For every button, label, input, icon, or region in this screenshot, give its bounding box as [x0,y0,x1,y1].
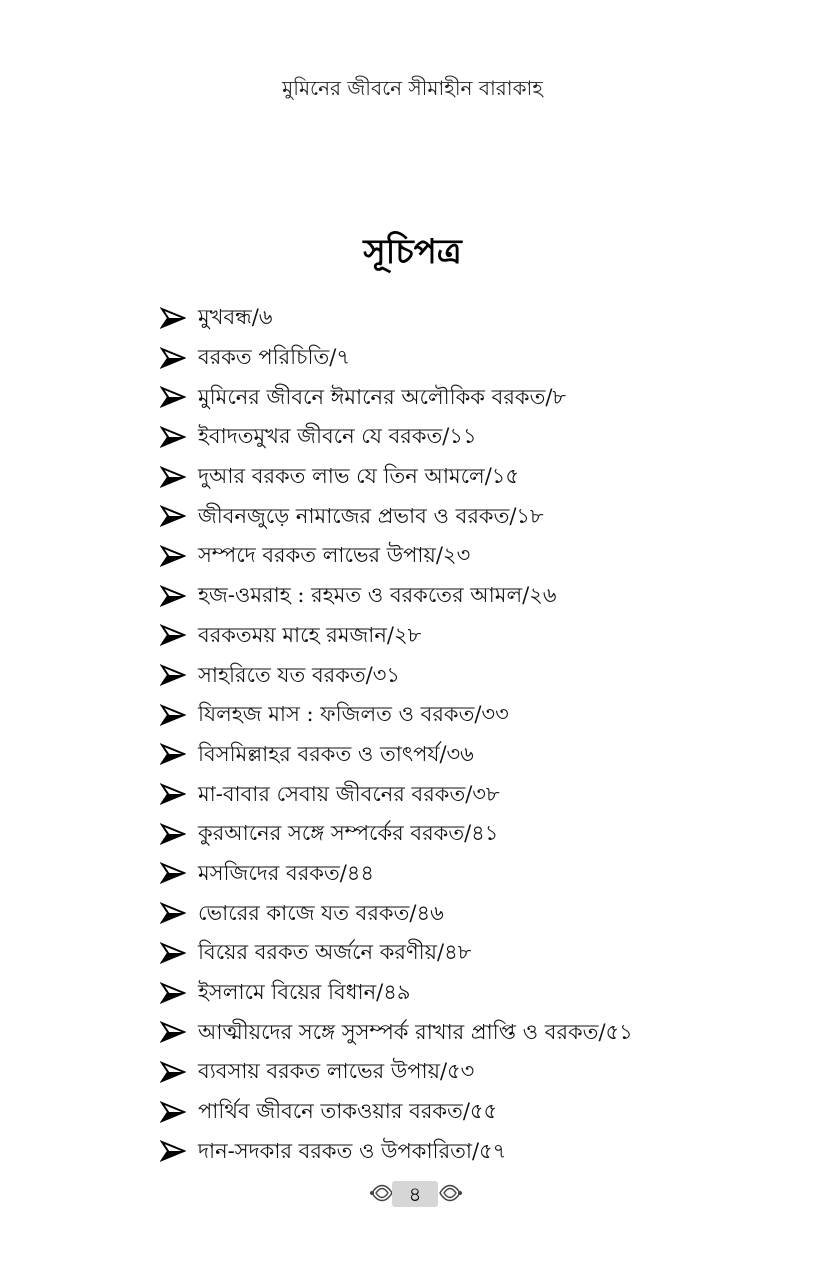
toc-entry [160,576,780,616]
toc-entry [160,854,780,894]
arrow-bullet-icon [160,902,186,924]
toc-entry-text: কুরআনের সঙ্গে সম্পর্কের বরকত/৪১ [198,821,499,846]
toc-entry-text: মা-বাবার সেবায় জীবনের বরকত/৩৮ [198,781,500,806]
arrow-bullet-icon [160,704,186,726]
arrow-bullet-icon [160,347,186,369]
arrow-bullet-icon [160,1061,186,1083]
toc-entry [160,655,780,695]
running-header: মুমিনের জীবনে সীমাহীন বারাকাহ [282,76,543,100]
arrow-bullet-icon [160,505,186,527]
arrow-bullet-icon [160,307,186,329]
toc-entry-text: ব্যবসায় বরকত লাভের উপায়/৫৩ [198,1059,475,1084]
arrow-bullet-icon [160,1140,186,1162]
toc-entry [160,933,780,973]
toc-entry-text: সম্পদে বরকত লাভের উপায়/২৩ [198,543,471,568]
toc-entry [160,298,780,338]
arrow-bullet-icon [160,426,186,448]
toc-entry-text: ইসলামে বিয়ের বিধান/৪৯ [198,980,411,1005]
arrow-bullet-icon [160,466,186,488]
page-number: ৪ [392,1181,438,1207]
toc-entry [160,338,780,378]
toc-entry-text: সাহরিতে যত বরকত/৩১ [198,662,400,687]
arrow-bullet-icon [160,862,186,884]
page-title: সূচিপত্র [363,232,462,272]
toc-entry [160,536,780,576]
arrow-bullet-icon [160,545,186,567]
arrow-bullet-icon [160,823,186,845]
toc-entry-text: যিলহজ মাস : ফজিলত ও বরকত/৩৩ [198,702,509,727]
toc-entry-text: জীবনজুড়ে নামাজের প্রভাব ও বরকত/১৮ [198,503,544,528]
table-of-contents [160,298,780,1171]
toc-entry [160,1131,780,1171]
toc-entry [160,496,780,536]
arrow-bullet-icon [160,1101,186,1123]
arrow-bullet-icon [160,783,186,805]
toc-entry [160,1052,780,1092]
toc-entry-text: পার্থিব জীবনে তাকওয়ার বরকত/৫৫ [198,1099,498,1124]
toc-entry-text: মসজিদের বরকত/৪৪ [198,860,375,885]
toc-entry-text: বরকত পরিচিতি/৭ [198,345,351,370]
toc-entry-text: বিয়ের বরকত অর্জনে করণীয়/৪৮ [198,940,472,965]
toc-entry [160,1092,780,1132]
arrow-bullet-icon [160,1021,186,1043]
arrow-bullet-icon [160,743,186,765]
toc-entry-text: ভোরের কাজে যত বরকত/৪৬ [198,900,444,925]
toc-entry [160,735,780,775]
arrow-bullet-icon [160,386,186,408]
arrow-bullet-icon [160,624,186,646]
arrow-bullet-icon [160,982,186,1004]
toc-entry-text: আত্মীয়দের সঙ্গে সুসম্পর্ক রাখার প্রাপ্তি ও বরকত/৫১ [198,1019,633,1044]
toc-entry [160,1012,780,1052]
toc-entry-text: দান-সদকার বরকত ও উপকারিতা/৫৭ [198,1138,507,1163]
arrow-bullet-icon [160,942,186,964]
toc-entry [160,377,780,417]
toc-entry [160,457,780,497]
toc-entry-text: হজ-ওমরাহ : রহমত ও বরকতের আমল/২৬ [198,583,557,608]
toc-entry-text: ইবাদতমুখর জীবনে যে বরকত/১১ [198,424,477,449]
toc-entry [160,893,780,933]
arrow-bullet-icon [160,585,186,607]
toc-entry [160,616,780,656]
toc-entry [160,774,780,814]
toc-entry-text: মুখবন্ধ/৬ [198,305,273,330]
toc-entry-text: বরকতময় মাহে রমজান/২৮ [198,622,422,647]
toc-entry [160,814,780,854]
toc-entry [160,417,780,457]
arrow-bullet-icon [160,664,186,686]
toc-entry-text: বিসমিল্লাহর বরকত ও তাৎপর্য/৩৬ [198,741,474,766]
toc-entry [160,973,780,1013]
toc-entry-text: মুমিনের জীবনে ঈমানের অলৌকিক বরকত/৮ [198,384,567,409]
toc-entry-text: দুআর বরকত লাভ যে তিন আমলে/১৫ [198,464,520,489]
toc-entry [160,695,780,735]
